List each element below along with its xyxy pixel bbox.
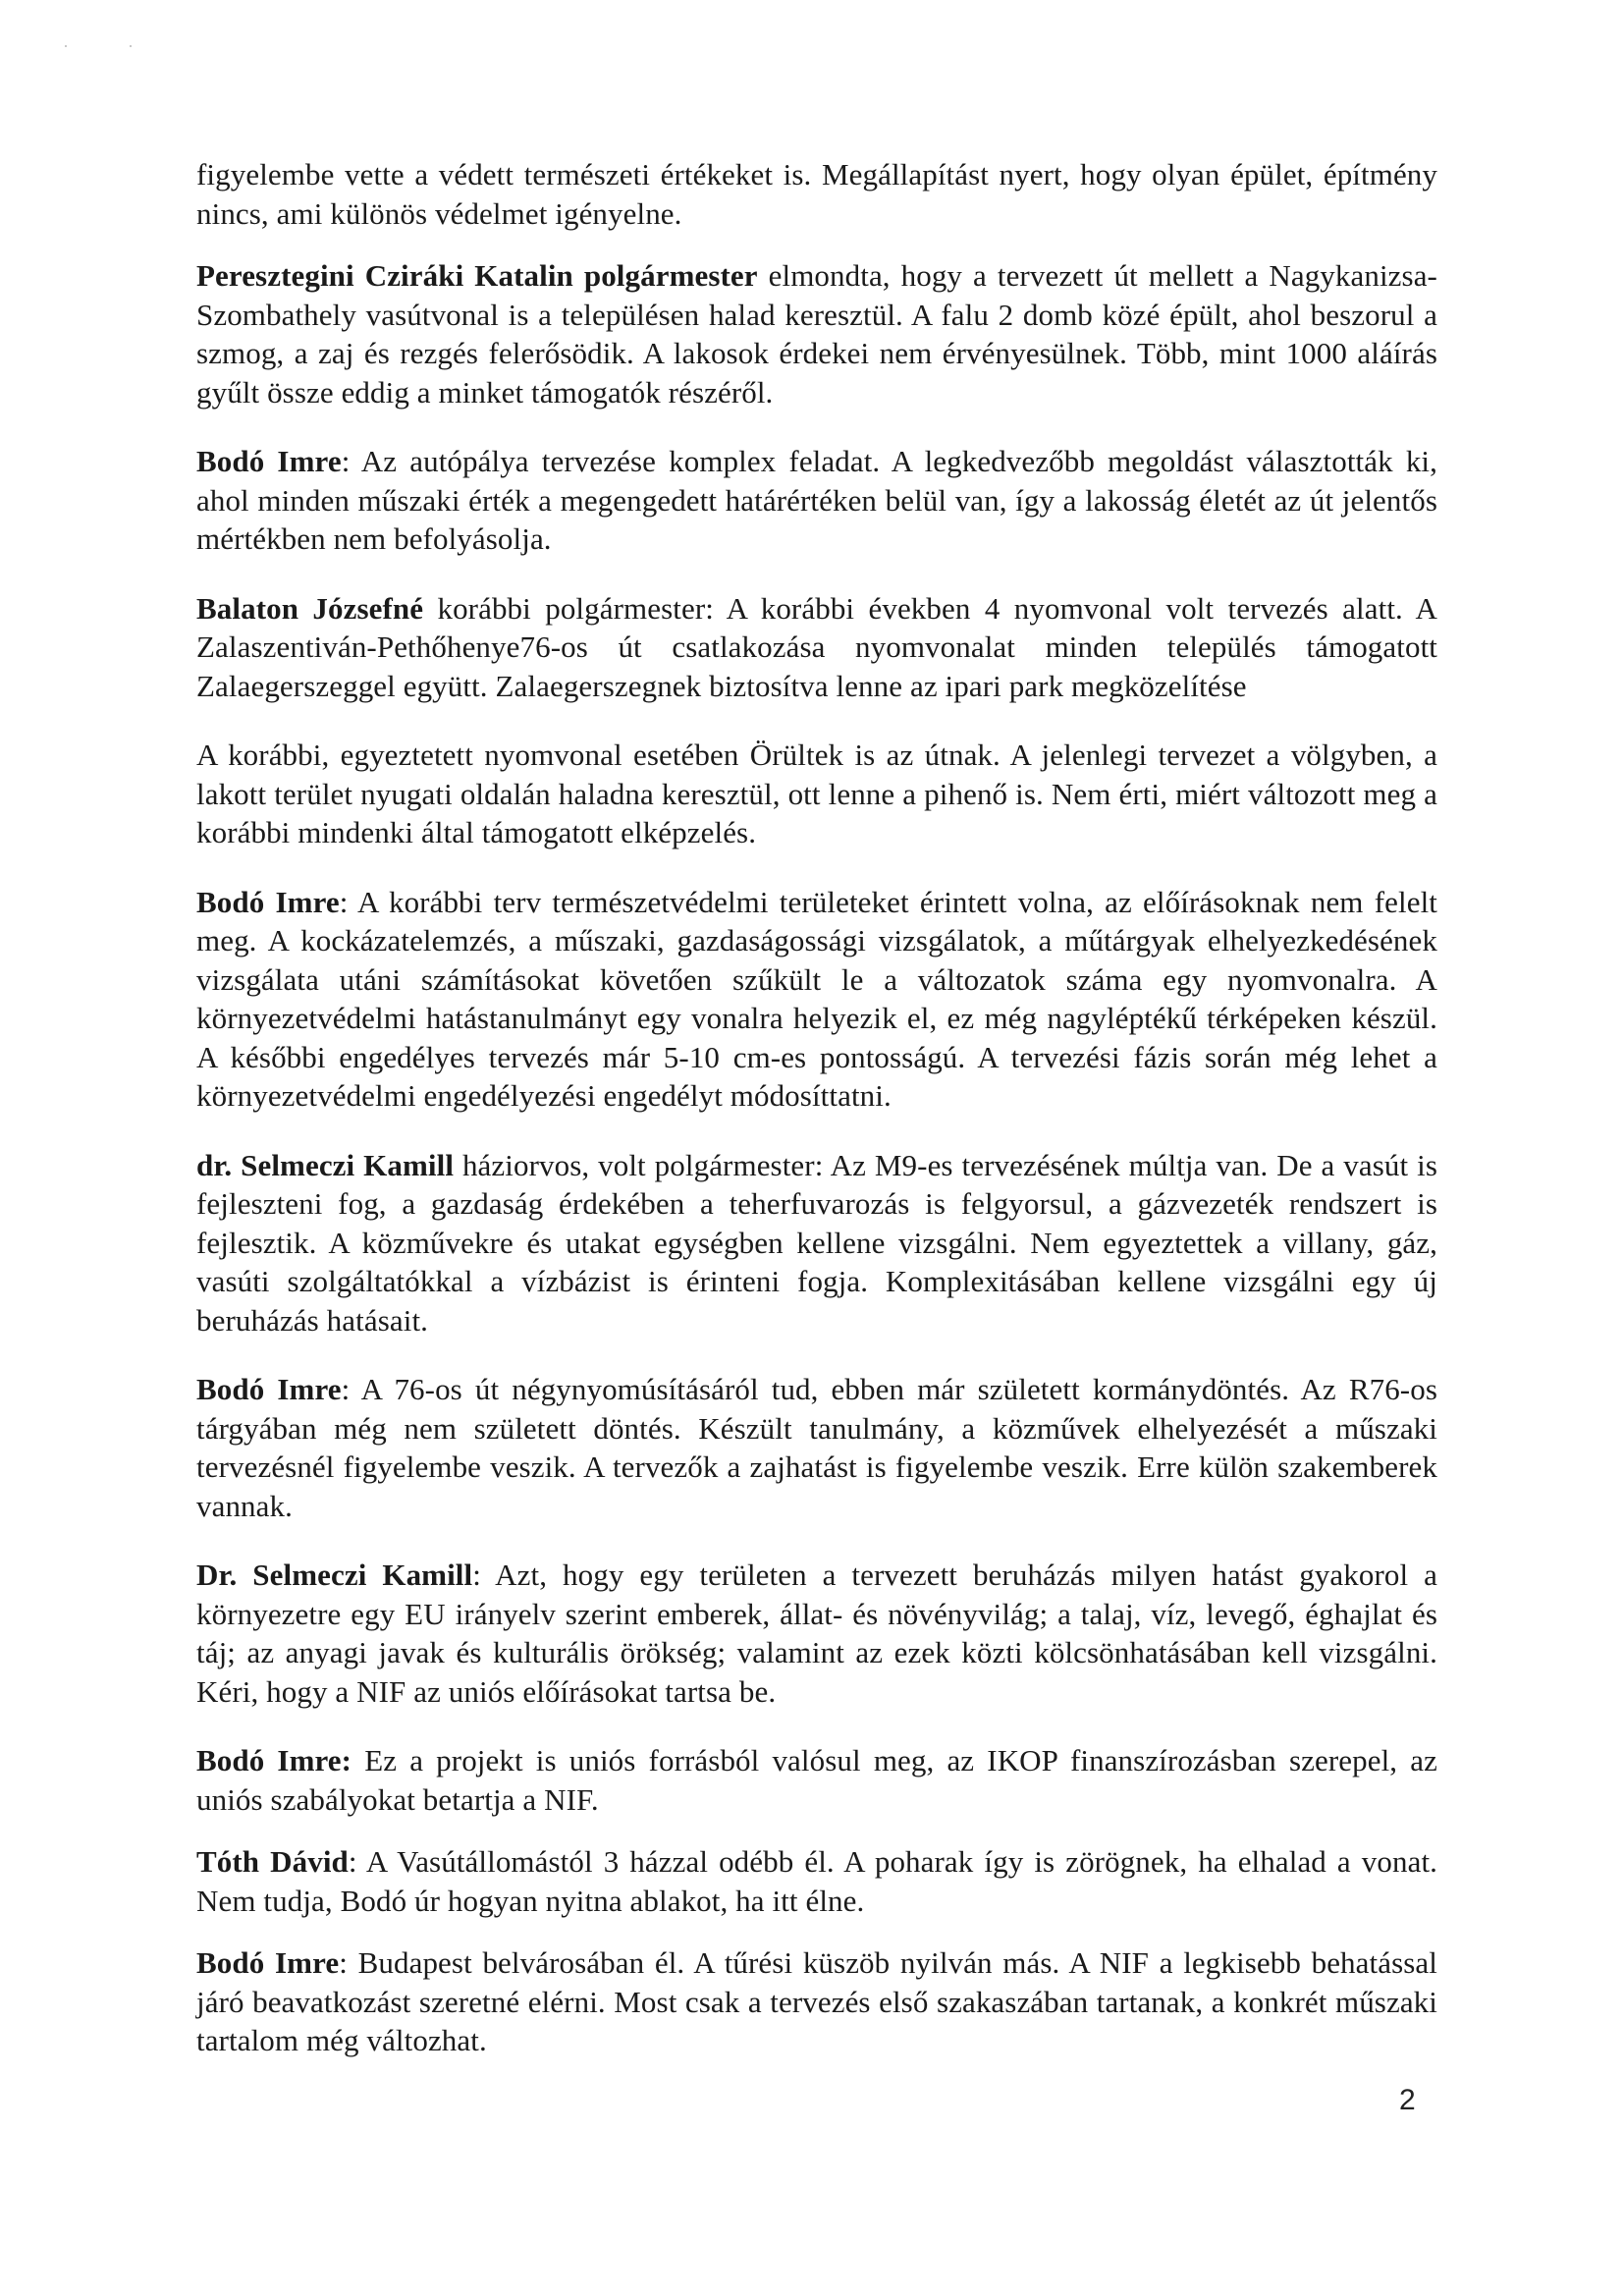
paragraph-text: korábbi polgármester: A korábbi években 4 nyomvonal volt tervezés alatt. A Zalaszentiván-Pethőhenye76-os út csatlakozása nyomvonalat minden település támogatott Zalaegerszeggel együtt. Zalaegerszegnek biztosítva lenne az ipari park megközelítése xyxy=(196,590,1438,703)
paragraph-text: Ez a projekt is uniós forrásból valósul meg, az IKOP finanszírozásban szerepel, az uniós szabályokat betartja a NIF. xyxy=(196,1743,1437,1817)
speaker-name: Bodó Imre: xyxy=(196,1743,352,1777)
paragraph xyxy=(196,1370,1437,1525)
speaker-name: Bodó Imre xyxy=(196,884,340,919)
paragraph-text: A korábbi, egyeztetett nyomvonal esetében Örültek is az útnak. A jelenlegi tervezet a völgyben, a lakott terület nyugati oldalán haladna keresztül, ott lenne a pihenő is. Nem érti, miért változott meg a korábbi mindenki által támogatott elképzelés. xyxy=(196,738,1437,849)
paragraph xyxy=(196,1943,1437,2060)
scan-dot xyxy=(130,45,132,47)
scan-dot xyxy=(65,45,67,47)
paragraph xyxy=(196,736,1437,852)
paragraph xyxy=(196,442,1437,559)
paragraph-text: : Azt, hogy egy területen a tervezett beruházás milyen hatást gyakorol a környezetre egy EU irányelv szerint emberek, állat- és növényvilág; a talaj, víz, levegő, éghajlat és táj; az anyagi javak és kulturális örökség; valamint az ezek közti kölcsönhatásában kell vizsgálni. Kéri, hogy a NIF az uniós előírásokat tartsa be. xyxy=(196,1558,1437,1709)
speaker-name: Bodó Imre xyxy=(196,1945,340,1980)
paragraph xyxy=(196,1741,1437,1819)
paragraph-text: figyelembe vette a védett természeti értékeket is. Megállapítást nyert, hogy olyan épület, építmény nincs, ami különös védelmet igényelne. xyxy=(196,157,1437,231)
paragraph xyxy=(196,1842,1437,1920)
paragraph-text: : A korábbi terv természetvédelmi területeket érintett volna, az előírásoknak nem felelt meg. A kockázatelemzés, a műszaki, gazdaságossági vizsgálatok, a műtárgyak elhelyezkedésének vizsgálata utáni számításokat követően szűkült le a változatok száma egy nyomvonalra. A környezetvédelmi hatástanulmányt egy vonalra helyezik el, ez még nagyléptékű térképeken készül. A későbbi engedélyes tervezés már 5-10 cm-es pontosságú. A tervezési fázis során még lehet a környezetvédelmi engedélyezési engedélyt módosíttatni. xyxy=(196,884,1438,1113)
paragraph-text: : Az autópálya tervezése komplex feladat. A legkedvezőbb megoldást választották ki, ahol minden műszaki érték a megengedett határértéken belül van, így a lakosság életét az út jelentős mértékben nem befolyásolja. xyxy=(196,444,1437,556)
speaker-name: Dr. Selmeczi Kamill xyxy=(196,1558,473,1592)
page-number: 2 xyxy=(1399,2084,1416,2116)
speaker-name: Balaton Józsefné xyxy=(196,590,424,626)
paragraph-text: : A Vasútállomástól 3 házzal odébb él. A poharak így is zörögnek, ha elhalad a vonat. Nem tudja, Bodó úr hogyan nyitna ablakot, ha itt élne. xyxy=(196,1844,1438,1918)
paragraph xyxy=(196,1146,1437,1340)
paragraph xyxy=(196,1556,1437,1711)
paragraph xyxy=(196,155,1437,233)
speaker-name: Bodó Imre xyxy=(196,1372,342,1406)
paragraph xyxy=(196,589,1437,706)
paragraph-text: elmondta, hogy a tervezett út mellett a Nagykanizsa-Szombathely vasútvonal is a településen halad keresztül. A falu 2 domb közé épült, ahol beszorul a szmog, a zaj és rezgés felerősödik. A lakosok érdekei nem érvényesülnek. Több, mint 1000 aláírás gyűlt össze eddig a minket támogatók részéről. xyxy=(196,258,1437,410)
paragraph-text: : Budapest belvárosában él. A tűrési küszöb nyilván más. A NIF a legkisebb behatással járó beavatkozást szeretné elérni. Most csak a tervezés első szakaszában tartanak, a konkrét műszaki tartalom még változhat. xyxy=(196,1945,1437,2057)
document-body xyxy=(196,155,1437,2091)
paragraph-text: : A 76-os út négynyomúsításáról tud, ebben már született kormánydöntés. Az R76-os tárgyában még nem született döntés. Készült tanulmány, a közművek elhelyezését a műszaki tervezésnél figyelembe veszik. A tervezők a zajhatást is figyelembe veszik. Erre külön szakemberek vannak. xyxy=(196,1372,1437,1523)
speaker-name: Bodó Imre xyxy=(196,444,342,478)
paragraph xyxy=(196,256,1437,411)
paragraph-text: háziorvos, volt polgármester: Az M9-es tervezésének múltja van. De a vasút is fejleszteni fog, a gazdaság érdekében a teherfuvarozás is felgyorsul, a gázvezeték rendszert is fejlesztik. A közművekre és utakat egységben kellene vizsgálni. Nem egyeztettek a villany, gáz, vasúti szolgáltatókkal a vízbázist is érinteni fogja. Komplexitásában kellene vizsgálni egy új beruházás hatásait. xyxy=(196,1147,1437,1338)
speaker-name: Peresztegini Cziráki Katalin polgármester xyxy=(196,258,758,293)
paragraph xyxy=(196,883,1437,1116)
speaker-name: dr. Selmeczi Kamill xyxy=(196,1147,455,1182)
speaker-name: Tóth Dávid xyxy=(196,1844,349,1879)
